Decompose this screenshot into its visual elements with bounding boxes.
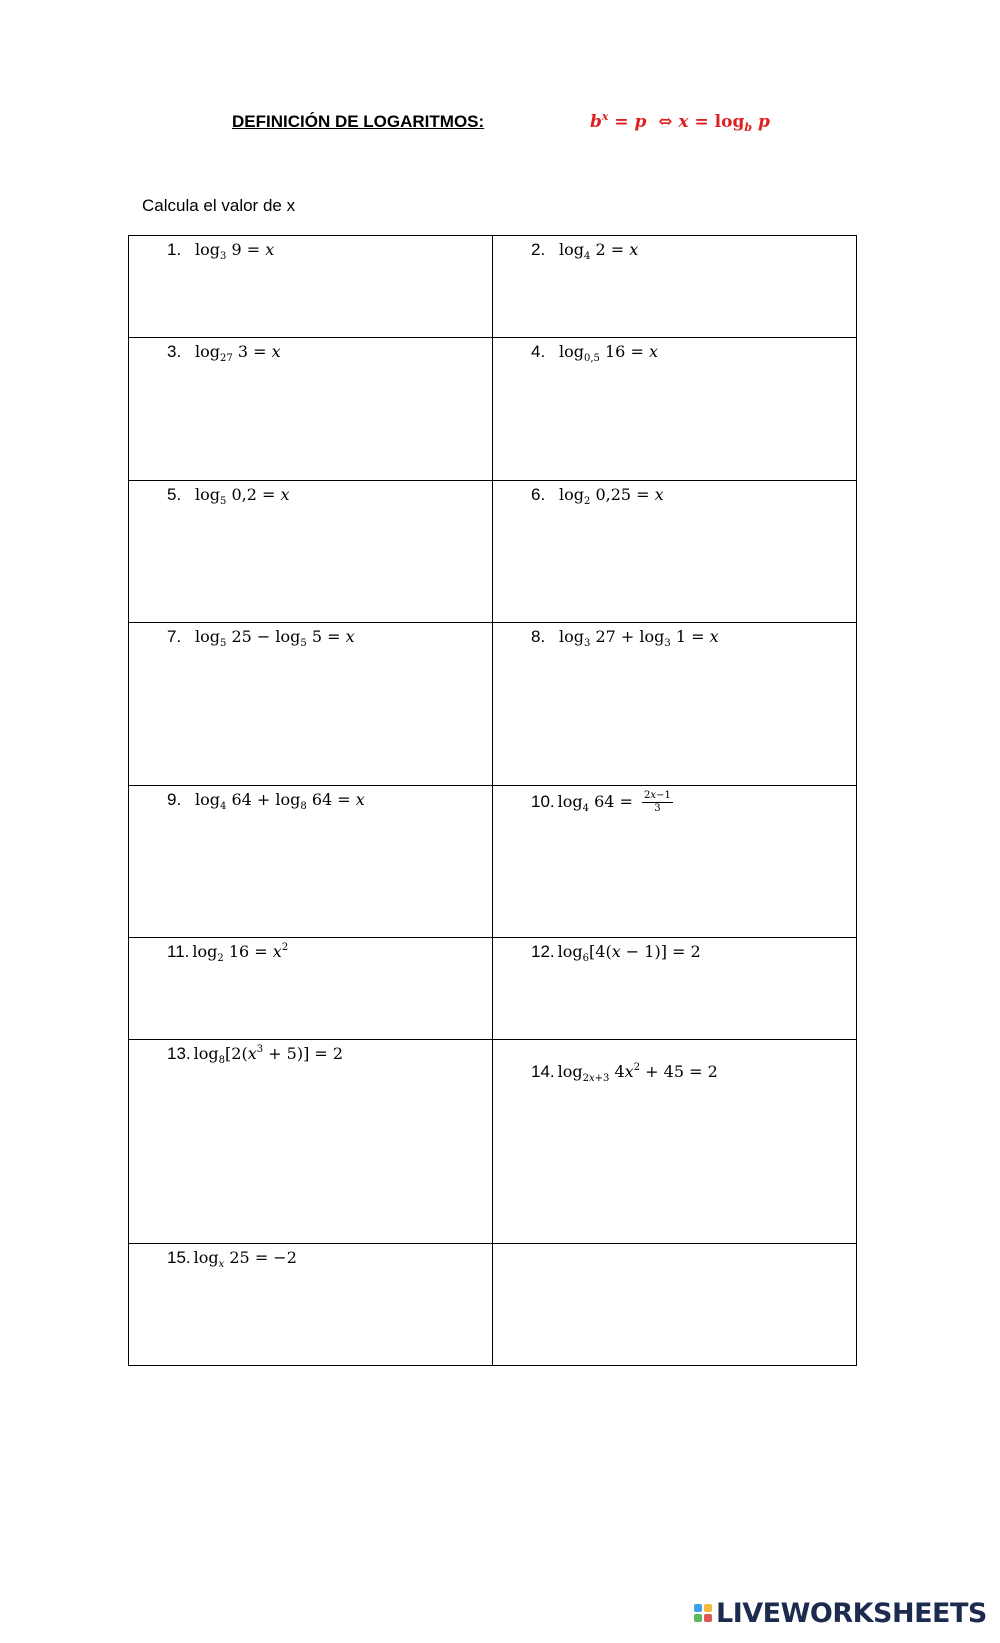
- exercise-number: 10.: [531, 792, 555, 811]
- instruction-text: Calcula el valor de x: [142, 196, 296, 215]
- exercise-number: 15.: [167, 1248, 191, 1267]
- liveworksheets-logo[interactable]: [694, 1598, 987, 1628]
- exercise-cell[interactable]: [129, 338, 493, 481]
- exercise-number: 1.: [167, 240, 182, 259]
- exercise-equation: $\log_5 0,2 = x$: [195, 485, 290, 507]
- exercise-number: 11.: [167, 942, 190, 961]
- exercise-cell[interactable]: [493, 786, 857, 938]
- exercise-cell[interactable]: [129, 236, 493, 338]
- exercise-number: 4.: [531, 342, 546, 361]
- exercise-cell[interactable]: [493, 1040, 857, 1244]
- logo-grid-icon: [694, 1604, 712, 1622]
- exercise-equation: $\log_4 2 = x$: [559, 240, 639, 262]
- exercise-number: 8.: [531, 627, 546, 646]
- exercise-number: 14.: [531, 1062, 555, 1081]
- exercise-cell[interactable]: [129, 1244, 493, 1366]
- exercise-number: 3.: [167, 342, 182, 361]
- page-title: DEFINICIÓN DE LOGARITMOS:: [232, 112, 485, 131]
- exercise-equation: $\log_{0,5} 16 = x$: [559, 342, 658, 364]
- exercise-equation: $\log_2 16 = x^2$: [192, 942, 289, 964]
- exercise-equation: $\log_x 25 = -2$: [193, 1248, 297, 1270]
- exercise-number: 13.: [167, 1044, 191, 1063]
- exercise-cell[interactable]: [129, 786, 493, 938]
- exercise-cell[interactable]: [129, 1040, 493, 1244]
- empty-cell: [493, 1244, 857, 1366]
- exercise-equation: $\log_{2x+3} 4x^2 + 45 = 2$: [557, 1062, 718, 1084]
- exercise-number: 12.: [531, 942, 555, 961]
- exercise-equation: $\log_5 25 - \log_5 5 = x$: [195, 627, 355, 649]
- exercise-number: 2.: [531, 240, 546, 259]
- exercise-cell[interactable]: [493, 236, 857, 338]
- exercise-table: [128, 235, 857, 1366]
- exercise-equation: $\log_2 0,25 = x$: [559, 485, 664, 507]
- exercise-number: 6.: [531, 485, 546, 504]
- exercise-cell[interactable]: [493, 938, 857, 1040]
- exercise-equation: $\log_4 64 + \log_8 64 = x$: [195, 790, 365, 812]
- exercise-cell[interactable]: [129, 623, 493, 786]
- definition-formula: $b^x = p$ ⇔ $x = \log_b p$: [590, 110, 770, 134]
- exercise-cell[interactable]: [493, 623, 857, 786]
- exercise-cell[interactable]: [129, 481, 493, 623]
- exercise-number: 5.: [167, 485, 182, 504]
- exercise-equation: $\log_{27} 3 = x$: [195, 342, 281, 364]
- logo-text: LIVEWORKSHEETS: [716, 1597, 987, 1629]
- exercise-cell[interactable]: [493, 481, 857, 623]
- exercise-equation: $\log_6[4(x - 1)] = 2$: [557, 942, 701, 964]
- exercise-equation: $\log_8[2(x^3 + 5)] = 2$: [193, 1044, 344, 1066]
- exercise-equation: $\log_3 27 + \log_3 1 = x$: [559, 627, 719, 649]
- exercise-cell[interactable]: [493, 338, 857, 481]
- exercise-cell[interactable]: [129, 938, 493, 1040]
- exercise-number: 9.: [167, 790, 182, 809]
- exercise-equation: $\log_3 9 = x$: [195, 240, 275, 262]
- exercise-number: 7.: [167, 627, 182, 646]
- exercise-equation: $\log_4 64$ = $\frac{2x-1}{3}$: [557, 790, 671, 814]
